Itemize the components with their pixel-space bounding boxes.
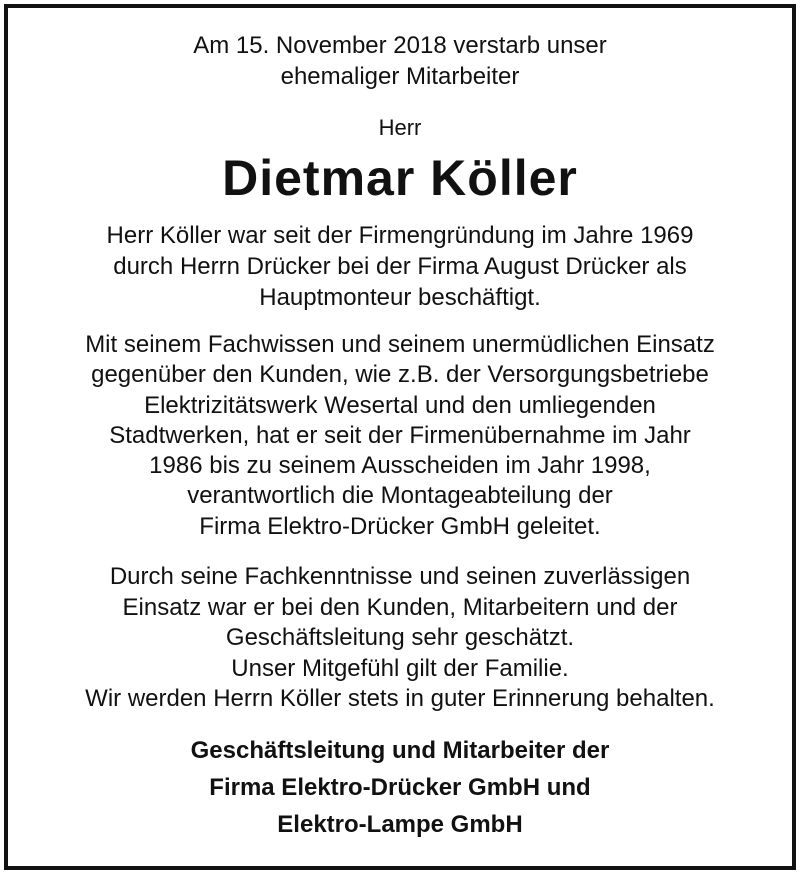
signatory-line: Elektro-Lampe GmbH [277,811,523,838]
intro-text [0,30,800,92]
paragraph-line: Elektrizitätswerk Wesertal und den umliegenden [144,391,656,419]
paragraph-line: Durch seine Fachkenntnisse und seinen zuverlässigen [109,563,691,590]
paragraph-line: Geschäftsleitung sehr geschätzt. [225,624,575,651]
paragraph-line: Unser Mitgefühl gilt der Familie. [231,654,569,682]
paragraph-line: Einsatz war er bei den Kunden, Mitarbeitern und der [122,593,678,621]
paragraph-line: Wir werden Herrn Köller stets in guter Erinnerung behalten. [85,685,715,712]
paragraph-career-details [0,330,800,542]
intro-line: ehemaliger Mitarbeiter [280,63,520,90]
intro-line: Am 15. November 2018 verstarb unser [193,32,607,59]
paragraph-line: Mit seinem Fachwissen und seinem unermüdlichen Einsatz [85,331,715,358]
paragraph-line: Hauptmonteur beschäftigt. [259,284,541,311]
salutation: Herr [378,115,422,140]
signatory-line: Firma Elektro-Drücker GmbH und [209,774,591,801]
deceased-name: Dietmar Köller [222,150,578,206]
paragraph-line: 1986 bis zu seinem Ausscheiden im Jahr 1998, [149,452,651,480]
paragraph-line: durch Herrn Drücker bei der Firma August Drücker als [113,253,687,280]
paragraph-line: Herr Köller war seit der Firmengründung im Jahre 1969 [106,222,694,249]
paragraph-line: gegenüber den Kunden, wie z.B. der Versorgungsbetriebe [91,361,709,389]
paragraph-career-start [0,220,800,313]
paragraph-line: Firma Elektro-Drücker GmbH geleitet. [199,512,601,540]
signatories [0,732,800,843]
paragraph-line: verantwortlich die Montageabteilung der [187,482,613,510]
signatory-line: Geschäftsleitung und Mitarbeiter der [190,737,610,764]
paragraph-line: Stadtwerken, hat er seit der Firmenübernahme im Jahr [109,421,691,449]
paragraph-appreciation [0,562,800,715]
